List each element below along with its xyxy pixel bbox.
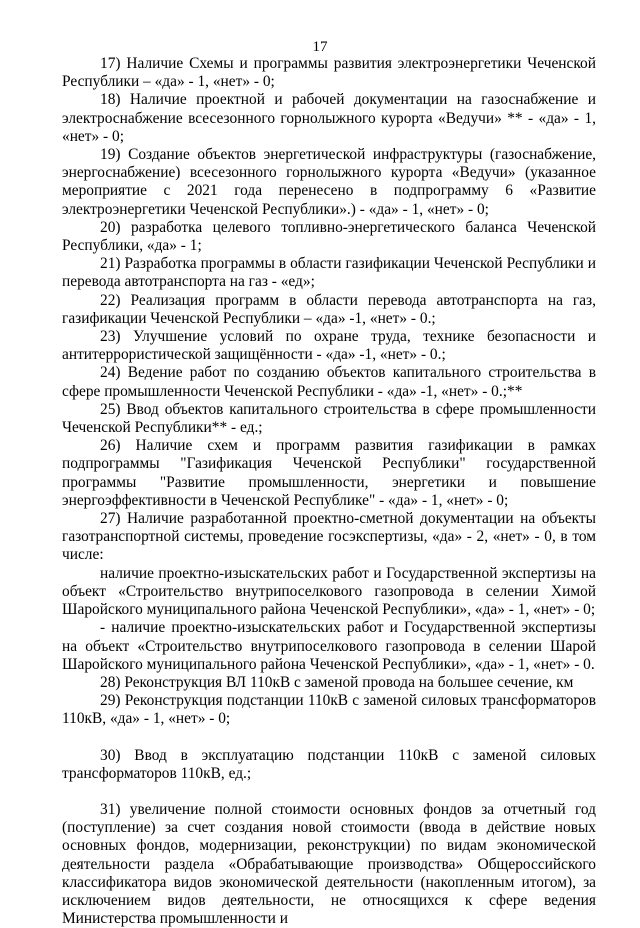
paragraph-22: 22) Реализация программ в области перевода автотранспорта на газ, газификации Чеченской Республики – «да» -1, «нет» - 0.; [62,291,596,327]
paragraph-17: 17) Наличие Схемы и программы развития электроэнергетики Чеченской Республики – «да» - 1, «нет» - 0; [62,55,596,91]
page-number: 17 [312,39,328,55]
document-body [62,55,596,928]
paragraph-30: 30) Ввод в эксплуатацию подстанции 110кВ с заменой силовых трансформаторов 110кВ, ед.; [62,746,596,782]
paragraph-21: 21) Разработка программы в области газификации Чеченской Республики и перевода автотранспорта на газ - «ед»; [62,255,596,291]
paragraph-25: 25) Ввод объектов капитального строительства в сфере промышленности Чеченской Республики** - ед.; [62,400,596,437]
paragraph-27: 27) Наличие разработанной проектно-сметной документации на объекты газотранспортной системы, проведение госэкспертизы, «да» - 2, «нет» - 0, в том числе: [62,510,596,564]
paragraph-27-sub-1: наличие проектно-изыскательских работ и Государственной экспертизы на объект «Строительство внутрипоселкового газопровода в селении Химой Шаройского муниципального района Чеченской Республики», «да» - 1, «нет» - 0; [62,564,596,619]
paragraph-19: 19) Создание объектов энергетической инфраструктуры (газоснабжение, энергоснабжение) всесезонного горнолыжного курорта «Ведучи» (указанное мероприятие с 2021 года перенесено в подпрограмму 6 «Развитие электроэнергетики Чеченской Республики».) - «да» - 1, «нет» - 0; [62,146,596,218]
paragraph-23: 23) Улучшение условий по охране труда, технике безопасности и антитеррористической защищённости - «да» -1, «нет» - 0.; [62,328,596,364]
paragraph-31: 31) увеличение полной стоимости основных фондов за отчетный год (поступление) за счет создания новой стоимости (ввода в действие новых основных фондов, модернизации, реконструкции) по видам экономической деятельности раздела «Обрабатывающие производства» Общероссийского классификатора видов экономической деятельности (накопленным итогом), за исключением видов деятельности, не относящихся к сфере ведения Министерства промышленности и [62,800,596,928]
paragraph-27-sub-2: - наличие проектно-изыскательских работ и Государственной экспертизы на объект «Строительство внутрипоселкового газопровода в селении Шарой Шаройского муниципального района Чеченской Республики», «да» - 1, «нет» - 0. [62,619,596,673]
paragraph-20: 20) разработка целевого топливно-энергетического баланса Чеченской Республики, «да» - 1; [62,218,596,255]
paragraph-24: 24) Ведение работ по созданию объектов капитального строительства в сфере промышленности Чеченской Республики - «да» -1, «нет» - 0.;** [62,364,596,400]
paragraph-18: 18) Наличие проектной и рабочей документации на газоснабжение и электроснабжение всесезонного горнолыжного курорта «Ведучи» ** - «да» - 1, «нет» - 0; [62,91,596,145]
paragraph-29: 29) Реконструкция подстанции 110кВ с заменой силовых трансформаторов 110кВ, «да» - 1, «нет» - 0; [62,692,596,728]
paragraph-28: 28) Реконструкция ВЛ 110кВ с заменой провода на большее сечение, км [100,673,574,691]
paragraph-26: 26) Наличие схем и программ развития газификации в рамках подпрограммы "Газификация Чеченской Республики" государственной программы "Развитие промышленности, энергетики и повышение энергоэффективности в Чеченской Республике" - «да» - 1, «нет» - 0; [62,437,596,509]
